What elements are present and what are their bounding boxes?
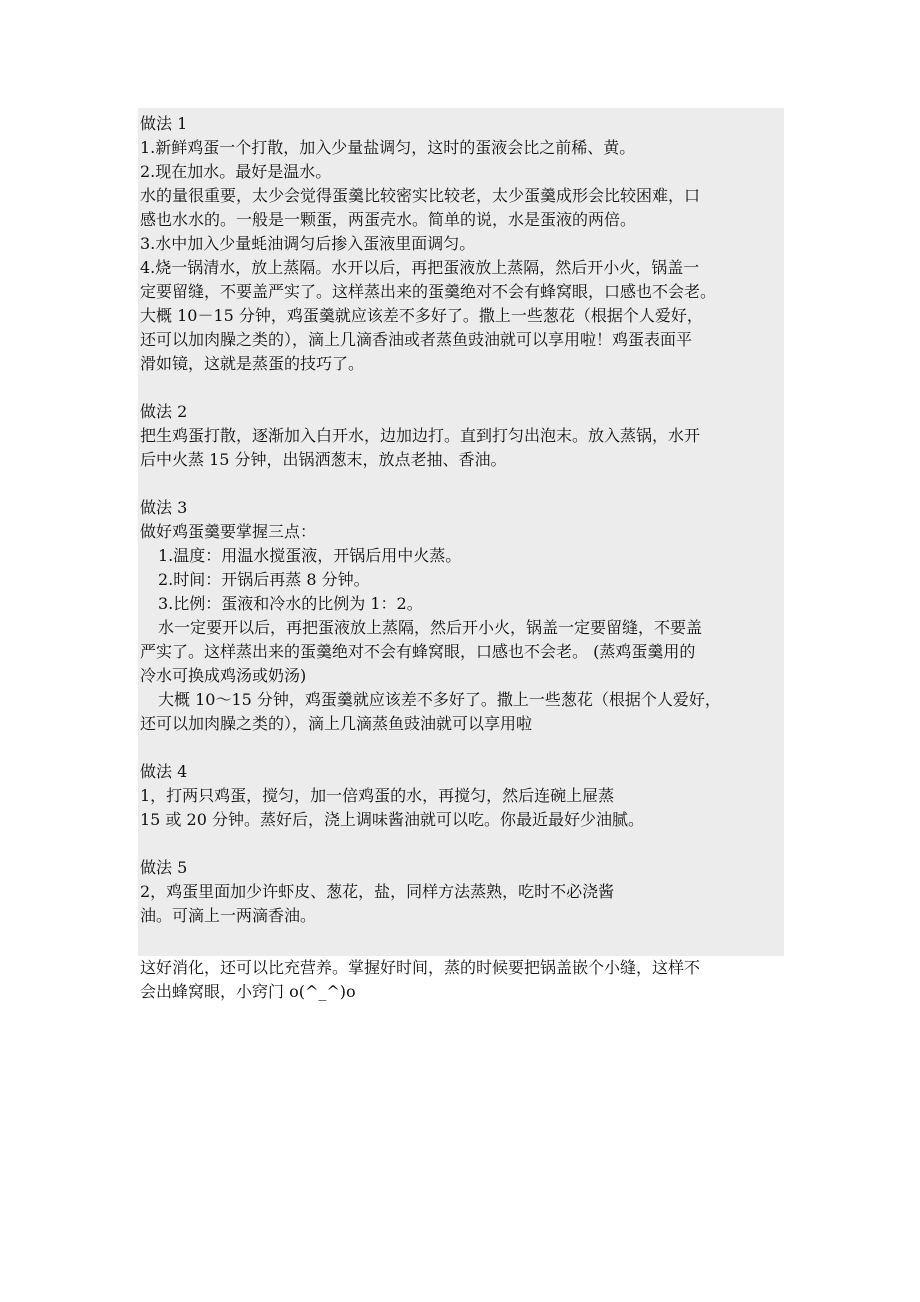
section-3-point: 1.温度：用温水搅蛋液，开锅后用中火蒸。: [158, 546, 462, 565]
section-2-heading: 做法 2: [140, 402, 188, 421]
section-4-line: 15 或 20 分钟。蒸好后，浇上调味酱油就可以吃。你最近最好少油腻。: [140, 810, 644, 829]
section-5-heading: 做法 5: [140, 858, 188, 877]
section-1-line: 感也水水的。一般是一颗蛋，两蛋壳水。简单的说，水是蛋液的两倍。: [140, 210, 637, 229]
recipe-body: [140, 112, 790, 928]
section-1-line: 大概 10－15 分钟，鸡蛋羹就应该差不多好了。撒上一些葱花（根据个人爱好，: [140, 306, 703, 325]
section-2-line: 后中火蒸 15 分钟，出锅洒葱末，放点老抽、香油。: [140, 450, 507, 469]
section-1-heading: 做法 1: [140, 114, 188, 133]
section-spacer: [140, 832, 790, 856]
section-1-line: 滑如镜，这就是蒸蛋的技巧了。: [140, 354, 365, 373]
closing-note-line: 会出蜂窝眼，小窍门 o(^_^)o: [140, 982, 356, 1001]
section-1-line: 还可以加肉臊之类的），滴上几滴香油或者蒸鱼豉油就可以享用啦！鸡蛋表面平: [140, 330, 693, 349]
section-3-point: 2.时间：开锅后再蒸 8 分钟。: [158, 570, 370, 589]
section-3-point: 3.比例：蛋液和冷水的比例为 1：2。: [158, 594, 423, 613]
section-3-line: 严实了。这样蒸出来的蛋羹绝对不会有蜂窝眼，口感也不会老。 (蒸鸡蛋羹用的: [140, 642, 696, 661]
section-4-heading: 做法 4: [140, 762, 188, 781]
section-1-line: 4.烧一锅清水，放上蒸隔。水开以后，再把蛋液放上蒸隔，然后开小火，锅盖一: [140, 258, 700, 277]
section-1-line: 定要留缝，不要盖严实了。这样蒸出来的蛋羹绝对不会有蜂窝眼，口感也不会老。: [140, 282, 717, 301]
section-2-line: 把生鸡蛋打散，逐渐加入白开水，边加边打。直到打匀出泡末。放入蒸锅，水开: [140, 426, 701, 445]
section-3-line: 做好鸡蛋羹要掌握三点：: [140, 522, 317, 541]
section-3-line: 大概 10～15 分钟，鸡蛋羹就应该差不多好了。撒上一些葱花（根据个人爱好，: [158, 690, 721, 709]
section-3-line: 冷水可换成鸡汤或奶汤): [140, 666, 307, 685]
section-spacer: [140, 376, 790, 400]
section-5-line: 油。可滴上一两滴香油。: [140, 906, 317, 925]
section-3-heading: 做法 3: [140, 498, 188, 517]
closing-note-line: 这好消化，还可以比充营养。掌握好时间，蒸的时候要把锅盖嵌个小缝，这样不: [140, 958, 701, 977]
section-1-line: 2.现在加水。最好是温水。: [140, 162, 332, 181]
section-1-line: 水的量很重要，太少会觉得蛋羹比较密实比较老，太少蛋羹成形会比较困难，口: [140, 186, 701, 205]
section-1-line: 1.新鲜鸡蛋一个打散，加入少量盐调匀，这时的蛋液会比之前稀、黄。: [140, 138, 636, 157]
section-4-line: 1，打两只鸡蛋，搅匀，加一倍鸡蛋的水，再搅匀，然后连碗上屉蒸: [140, 786, 615, 805]
section-5-line: 2，鸡蛋里面加少许虾皮、葱花，盐，同样方法蒸熟，吃时不必浇酱: [140, 882, 615, 901]
closing-note: [140, 956, 790, 1004]
section-spacer: [140, 736, 790, 760]
section-3-line: 水一定要开以后，再把蛋液放上蒸隔，然后开小火，锅盖一定要留缝，不要盖: [158, 618, 703, 637]
section-spacer: [140, 472, 790, 496]
section-1-line: 3.水中加入少量蚝油调匀后掺入蛋液里面调匀。: [140, 234, 476, 253]
section-3-line: 还可以加肉臊之类的），滴上几滴蒸鱼豉油就可以享用啦: [140, 714, 533, 733]
